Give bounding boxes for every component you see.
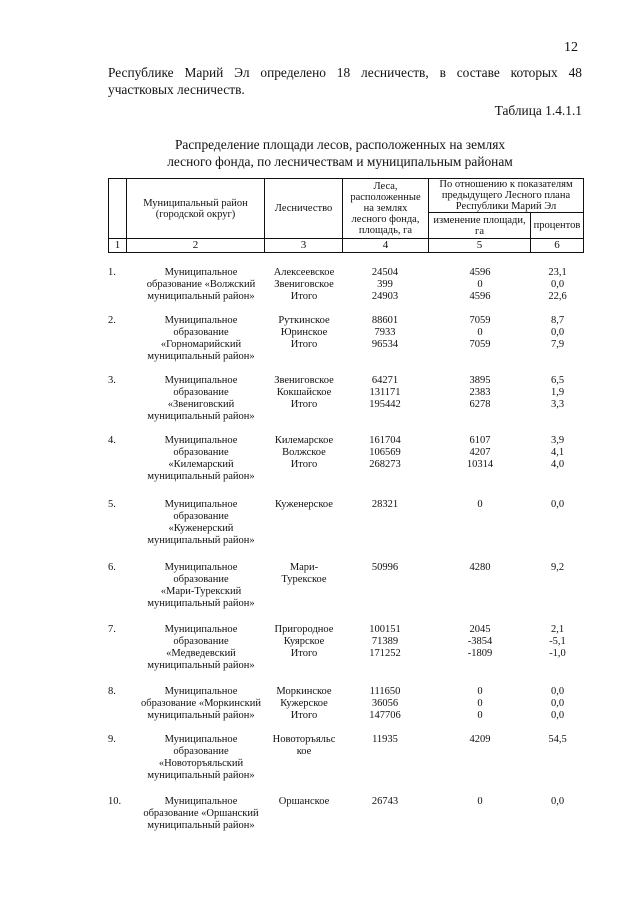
percent-value: [532, 435, 583, 471]
district-name-line: муниципальный район»: [147, 291, 255, 302]
percent-value-line: 23,1: [548, 267, 567, 278]
district-name: [136, 435, 266, 483]
percent-value-line: 3,3: [550, 399, 565, 410]
row-number-line: 1.: [108, 267, 116, 278]
percent-value-line: 3,9: [550, 435, 565, 446]
district-name-line: муниципальный район»: [147, 535, 255, 546]
district-name-line: «Новоторъяльский: [158, 758, 244, 769]
percent-value-line: 2,1: [550, 624, 565, 635]
row-number: [108, 315, 128, 327]
header-percent: процентов: [531, 213, 584, 239]
percent-value-line: -5,1: [549, 636, 566, 647]
percent-value-line: 9,2: [550, 562, 565, 573]
percent-value-line: 0,0: [550, 499, 565, 510]
area-value-line: 399: [377, 279, 393, 290]
forestry-name-line: Алексеевское: [273, 267, 335, 278]
district-name-line: муниципальный район»: [147, 351, 255, 362]
row-number: [108, 562, 128, 574]
area-value-line: 71389: [371, 636, 399, 647]
forestry-name-line: Килемарское: [274, 435, 334, 446]
forestry-name: [266, 267, 342, 303]
change-value: [428, 499, 532, 511]
row-number-line: 5.: [108, 499, 116, 510]
row-number-line: 4.: [108, 435, 116, 446]
district-name-line: образование «Оршанский: [143, 808, 259, 819]
area-value-line: 88601: [371, 315, 399, 326]
percent-value-line: 7,9: [550, 339, 565, 350]
percent-value-line: 0,0: [550, 686, 565, 697]
forestry-name: [266, 499, 342, 511]
forestry-name: [266, 796, 342, 808]
table-label: Таблица 1.4.1.1: [494, 103, 582, 118]
change-value: [428, 624, 532, 660]
forestry-name-line: Куженерское: [275, 499, 333, 510]
forestry-name-line: Новоторъяльс: [272, 734, 336, 745]
change-value: [428, 796, 532, 808]
change-value-line: 7059: [469, 315, 491, 326]
area-value-line: 64271: [371, 375, 399, 386]
change-value: [428, 734, 532, 746]
percent-value-line: 22,6: [548, 291, 567, 302]
change-value-line: 6278: [469, 399, 491, 410]
column-number: 2: [127, 239, 265, 253]
district-name-line: «Мари-Турекский: [160, 586, 242, 597]
forestry-name-line: Кокшайское: [276, 387, 332, 398]
area-value-line: 36056: [371, 698, 399, 709]
area-value: [342, 267, 428, 303]
percent-value: [532, 375, 583, 411]
column-number: 6: [531, 239, 584, 253]
district-name-line: Муниципальное: [164, 686, 238, 697]
area-value-line: 7933: [374, 327, 396, 338]
area-value-line: 24504: [371, 267, 399, 278]
district-name: [136, 562, 266, 610]
forestry-name: [266, 375, 342, 411]
district-name-line: образование: [173, 636, 229, 647]
header-forestry: Лесничество: [265, 179, 343, 239]
percent-value-line: 8,7: [550, 315, 565, 326]
area-value: [342, 796, 428, 808]
district-name-line: Муниципальное: [164, 734, 238, 745]
forestry-name-line: Кужерское: [280, 698, 328, 709]
district-name-line: Муниципальное: [164, 375, 238, 386]
forestry-name-line: кое: [296, 746, 312, 757]
forestry-name-line: Турекское: [281, 574, 327, 585]
district-name-line: образование: [173, 447, 229, 458]
area-value: [342, 624, 428, 660]
district-name-line: муниципальный район»: [147, 770, 255, 781]
forestry-name-line: Итого: [290, 710, 318, 721]
row-number-line: 9.: [108, 734, 116, 745]
forestry-name: [266, 562, 342, 586]
forestry-name: [266, 315, 342, 351]
table-title-line: Распределение площади лесов, расположенных на землях: [174, 137, 506, 152]
forestry-name-line: Итого: [290, 648, 318, 659]
change-value-line: 0: [477, 796, 483, 807]
change-value-line: 10314: [466, 459, 494, 470]
percent-value: [532, 796, 583, 808]
percent-value: [532, 499, 583, 511]
change-value-line: 2383: [469, 387, 491, 398]
district-name-line: образование: [173, 327, 229, 338]
change-value: [428, 267, 532, 303]
area-value-line: 147706: [369, 710, 401, 721]
forestry-name-line: Итого: [290, 339, 318, 350]
header-cell-num: [109, 179, 127, 239]
row-number: [108, 624, 128, 636]
district-name: [136, 499, 266, 547]
percent-value-line: 0,0: [550, 796, 565, 807]
row-number: [108, 796, 128, 808]
row-number: [108, 734, 128, 746]
district-name-line: Муниципальное: [164, 562, 238, 573]
district-name-line: муниципальный район»: [147, 598, 255, 609]
area-value: [342, 315, 428, 351]
district-name-line: «Килемарский: [168, 459, 234, 470]
header-district: Муниципальный район (городской округ): [127, 179, 265, 239]
forestry-name-line: Волжское: [282, 447, 326, 458]
district-name-line: образование: [173, 511, 229, 522]
table-title: [120, 136, 560, 170]
change-value: [428, 686, 532, 722]
change-value-line: 4596: [469, 291, 491, 302]
change-value-line: 2045: [469, 624, 491, 635]
district-name-line: муниципальный район»: [147, 710, 255, 721]
district-name-line: муниципальный район»: [147, 471, 255, 482]
area-value: [342, 562, 428, 574]
change-value-line: 0: [477, 499, 483, 510]
percent-value: [532, 267, 583, 303]
forestry-name-line: Мари-: [289, 562, 319, 573]
change-value-line: -1809: [467, 648, 493, 659]
area-value-line: 24903: [371, 291, 399, 302]
district-name: [136, 796, 266, 832]
forestry-name-line: Куярское: [283, 636, 325, 647]
percent-value-line: 0,0: [550, 279, 565, 290]
district-name-line: образование: [173, 746, 229, 757]
change-value-line: 0: [477, 327, 483, 338]
district-name-line: Муниципальное: [164, 624, 238, 635]
district-name: [136, 267, 266, 303]
area-value-line: 268273: [369, 459, 401, 470]
area-value: [342, 435, 428, 471]
header-area: Леса, расположенные на землях лесного фонда, площадь, га: [343, 179, 429, 239]
forestry-name-line: Итого: [290, 291, 318, 302]
forestry-name: [266, 686, 342, 722]
change-value: [428, 315, 532, 351]
district-name-line: «Медведевский: [166, 648, 236, 659]
row-number: [108, 267, 128, 279]
forestry-name-line: Юринское: [280, 327, 328, 338]
page-number: 12: [564, 40, 578, 55]
column-number: 4: [343, 239, 429, 253]
change-value-line: 3895: [469, 375, 491, 386]
intro-paragraph: Республике Марий Эл определено 18 лесничеств, в составе которых 48 участковых лесничеств.: [108, 65, 582, 97]
change-value-line: 4209: [469, 734, 491, 745]
row-number-line: 8.: [108, 686, 116, 697]
district-name-line: «Горномарийский: [160, 339, 242, 350]
percent-value-line: 0,0: [550, 327, 565, 338]
area-value-line: 161704: [369, 435, 401, 446]
area-value-line: 100151: [369, 624, 401, 635]
area-value: [342, 686, 428, 722]
row-number-line: 6.: [108, 562, 116, 573]
district-name-line: муниципальный район»: [147, 660, 255, 671]
district-name-line: муниципальный район»: [147, 820, 255, 831]
forestry-name-line: Руткинское: [278, 315, 330, 326]
district-name-line: муниципальный район»: [147, 411, 255, 422]
change-value-line: 4596: [469, 267, 491, 278]
table-title-line: лесного фонда, по лесничествам и муниципальным районам: [167, 154, 513, 169]
change-value-line: 6107: [469, 435, 491, 446]
area-value-line: 171252: [369, 648, 401, 659]
change-value: [428, 375, 532, 411]
forestry-name-line: Моркинское: [276, 686, 332, 697]
column-number: 3: [265, 239, 343, 253]
district-name: [136, 734, 266, 782]
percent-value-line: 1,9: [550, 387, 565, 398]
district-name-line: Муниципальное: [164, 435, 238, 446]
change-value: [428, 435, 532, 471]
area-value-line: 106569: [369, 447, 401, 458]
row-number-line: 2.: [108, 315, 116, 326]
district-name-line: «Звениговский: [167, 399, 235, 410]
area-value-line: 195442: [369, 399, 401, 410]
forestry-name-line: Итого: [290, 459, 318, 470]
change-value-line: 0: [477, 710, 483, 721]
row-number: [108, 499, 128, 511]
district-name: [136, 375, 266, 423]
change-value: [428, 562, 532, 574]
change-value-line: 0: [477, 686, 483, 697]
area-value-line: 131171: [369, 387, 401, 398]
forestry-name: [266, 624, 342, 660]
district-name: [136, 686, 266, 722]
header-change: изменение площади, га: [429, 213, 531, 239]
area-value-line: 28321: [371, 499, 399, 510]
percent-value-line: 4,1: [550, 447, 565, 458]
area-value-line: 111650: [369, 686, 401, 697]
row-number: [108, 686, 128, 698]
change-value-line: 4207: [469, 447, 491, 458]
district-name-line: Муниципальное: [164, 315, 238, 326]
district-name: [136, 315, 266, 363]
area-value-line: 96534: [371, 339, 399, 350]
district-name-line: образование «Волжский: [146, 279, 256, 290]
forestry-name: [266, 435, 342, 471]
percent-value: [532, 686, 583, 722]
area-value: [342, 375, 428, 411]
row-number-line: 7.: [108, 624, 116, 635]
forestry-name-line: Оршанское: [278, 796, 330, 807]
row-number-line: 10.: [108, 796, 122, 807]
forestry-name-line: Звениговское: [274, 375, 334, 386]
area-value: [342, 734, 428, 746]
column-number: 1: [109, 239, 127, 253]
district-name-line: образование: [173, 574, 229, 585]
district-name-line: образование «Моркинский: [140, 698, 261, 709]
change-value-line: 0: [477, 279, 483, 290]
percent-value-line: 0,0: [550, 710, 565, 721]
area-value: [342, 499, 428, 511]
column-number: 5: [429, 239, 531, 253]
forestry-name-line: Звениговское: [274, 279, 334, 290]
district-name-line: Муниципальное: [164, 796, 238, 807]
percent-value-line: 0,0: [550, 698, 565, 709]
area-value-line: 50996: [371, 562, 399, 573]
district-name-line: Муниципальное: [164, 267, 238, 278]
area-value-line: 26743: [371, 796, 399, 807]
row-number: [108, 435, 128, 447]
percent-value-line: 54,5: [548, 734, 567, 745]
area-value-line: 11935: [372, 734, 398, 745]
forestry-name: [266, 734, 342, 758]
percent-value: [532, 315, 583, 351]
percent-value-line: 4,0: [550, 459, 565, 470]
change-value-line: 0: [477, 698, 483, 709]
district-name-line: «Куженерский: [168, 523, 234, 534]
header-comparison-group: По отношению к показателям предыдущего Лесного плана Республики Марий Эл: [429, 179, 584, 213]
district-name-line: образование: [173, 387, 229, 398]
district-name-line: Муниципальное: [164, 499, 238, 510]
percent-value: [532, 734, 583, 746]
table-header: [108, 178, 584, 253]
percent-value-line: -1,0: [549, 648, 566, 659]
forestry-name-line: Пригородное: [274, 624, 334, 635]
percent-value-line: 6,5: [550, 375, 565, 386]
row-number-line: 3.: [108, 375, 116, 386]
change-value-line: 4280: [469, 562, 491, 573]
percent-value: [532, 624, 583, 660]
change-value-line: 7059: [469, 339, 491, 350]
change-value-line: -3854: [467, 636, 493, 647]
row-number: [108, 375, 128, 387]
district-name: [136, 624, 266, 672]
forestry-name-line: Итого: [290, 399, 318, 410]
percent-value: [532, 562, 583, 574]
